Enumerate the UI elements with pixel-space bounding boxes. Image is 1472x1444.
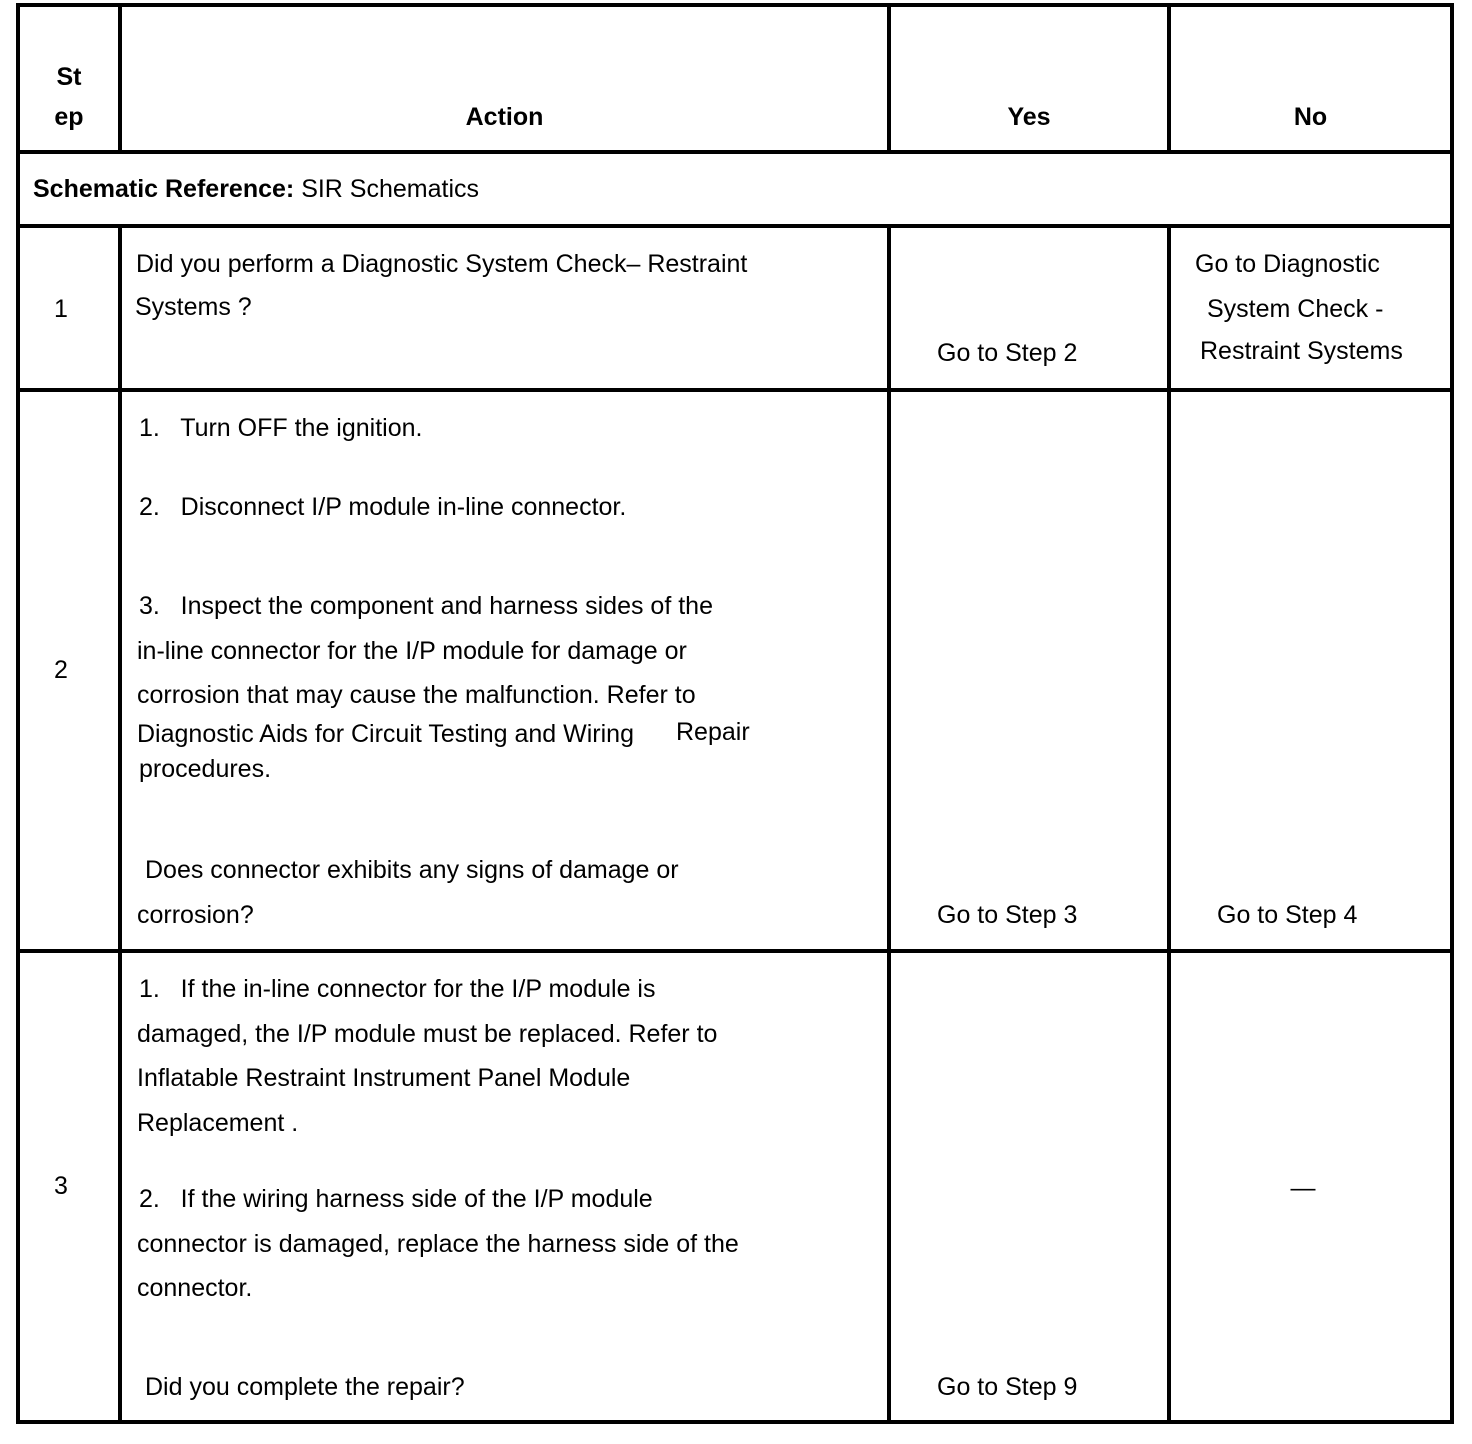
rule-schematic-bottom (16, 224, 1454, 228)
row1-yes-link[interactable]: Go to Step 2 (937, 339, 1078, 367)
header-action: Action (465, 103, 544, 131)
rule-col2-body (887, 224, 891, 1424)
rule-top (16, 3, 1454, 7)
row2-action-line: Repair (676, 718, 750, 746)
row3-no-dash: — (1290, 1174, 1316, 1202)
schematic-reference-label: Schematic Reference: (33, 175, 295, 203)
row3-action-line: connector is damaged, replace the harness side of the (137, 1230, 739, 1258)
rule-row1-bottom (16, 388, 1454, 392)
row2-yes-link[interactable]: Go to Step 3 (937, 901, 1078, 929)
row3-action-line: connector. (137, 1274, 253, 1302)
row3-action-line: 1. If the in-line connector for the I/P module is (139, 975, 656, 1003)
row2-action-line: corrosion that may cause the malfunction. Refer to (137, 681, 696, 709)
header-step-line2: ep (54, 103, 84, 131)
header-no: No (1293, 103, 1328, 131)
row1-action-line: Systems ? (135, 293, 252, 321)
row2-action-line: 1. Turn OFF the ignition. (139, 414, 423, 442)
row3-action-line: 2. If the wiring harness side of the I/P module (139, 1185, 653, 1213)
row2-action-line: 3. Inspect the component and harness sides of the (139, 592, 713, 620)
row2-action-line: in-line connector for the I/P module for damage or (137, 637, 687, 665)
row3-yes-link[interactable]: Go to Step 9 (937, 1373, 1078, 1401)
header-step-line1: St (56, 63, 82, 91)
rule-row2-bottom (16, 949, 1454, 953)
row3-action-line: damaged, the I/P module must be replaced. Refer to (137, 1020, 718, 1048)
rule-bottom (16, 1420, 1454, 1424)
row3-action-line: Inflatable Restraint Instrument Panel Module (137, 1064, 631, 1092)
row2-action-line: 2. Disconnect I/P module in-line connector. (139, 493, 627, 521)
rule-right (1450, 3, 1454, 1424)
row2-action-question: corrosion? (137, 901, 254, 929)
row1-action-line: Did you perform a Diagnostic System Check– Restraint (136, 250, 748, 278)
row1-step: 1 (54, 295, 68, 323)
header-yes: Yes (1007, 103, 1051, 131)
row1-no-link-line[interactable]: Restraint Systems (1200, 337, 1403, 365)
row1-no-link-line[interactable]: System Check - (1207, 295, 1384, 323)
row3-action-question: Did you complete the repair? (145, 1373, 465, 1401)
row2-action-line: procedures. (139, 755, 272, 783)
row2-action-line: Diagnostic Aids for Circuit Testing and Wiring (137, 720, 634, 748)
rule-left (16, 3, 20, 1424)
schematic-reference (33, 174, 479, 204)
rule-header-bottom (16, 150, 1454, 154)
row2-action-question: Does connector exhibits any signs of damage or (145, 856, 679, 884)
rule-col3-body (1167, 224, 1171, 1424)
row1-no-link-line[interactable]: Go to Diagnostic (1195, 250, 1380, 278)
schematic-reference-value: SIR Schematics (301, 175, 480, 203)
row2-step: 2 (54, 656, 68, 684)
row2-no-link[interactable]: Go to Step 4 (1217, 901, 1358, 929)
row3-step: 3 (54, 1172, 68, 1200)
row3-action-line: Replacement . (137, 1109, 299, 1137)
rule-col1-body (118, 224, 122, 1424)
